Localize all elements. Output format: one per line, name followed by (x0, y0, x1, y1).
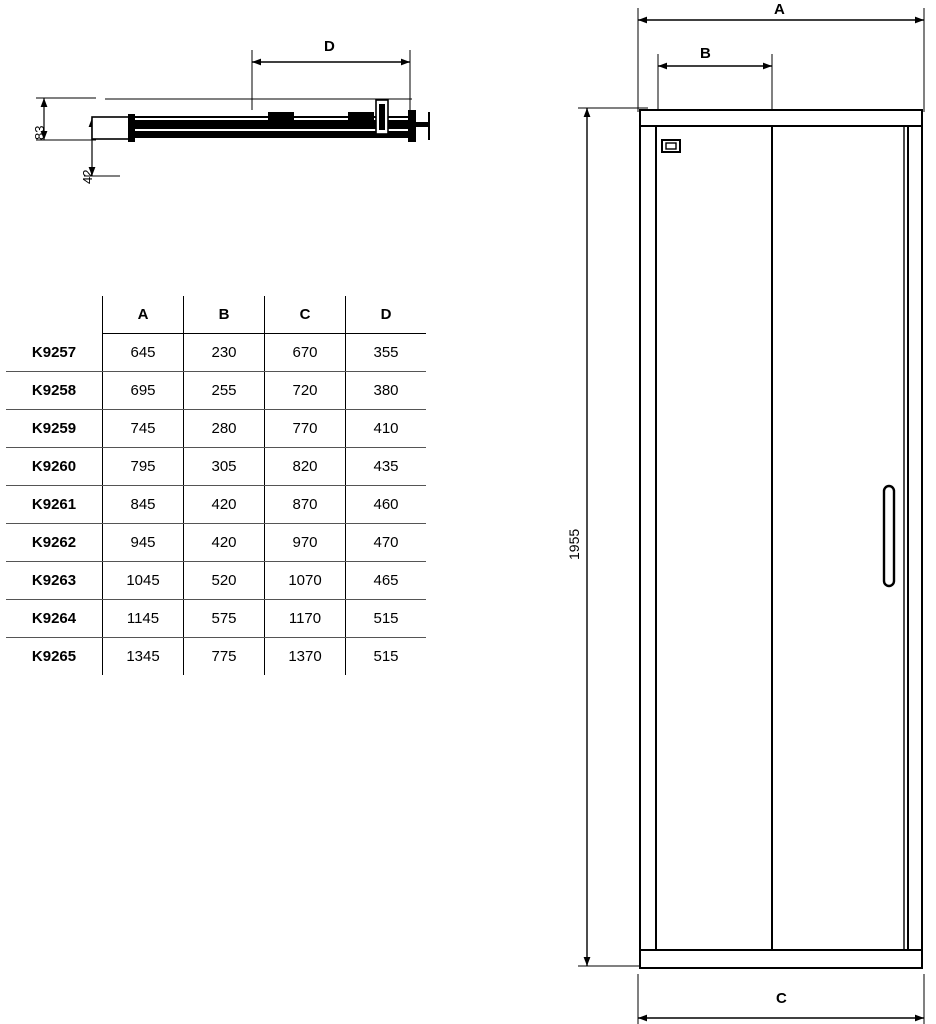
label-dim-42: 42 (80, 169, 95, 184)
table-row (6, 524, 426, 562)
table-header-row (6, 296, 426, 334)
row-value-d: 380 (346, 372, 427, 410)
table-row (6, 448, 426, 486)
row-value-d: 465 (346, 562, 427, 600)
row-value-d: 410 (346, 410, 427, 448)
table-header-a: A (103, 296, 184, 334)
front-view-dim-height (578, 108, 648, 966)
top-view-profile (92, 99, 430, 142)
row-value-b: 575 (184, 600, 265, 638)
table-row (6, 600, 426, 638)
row-value-a: 1345 (103, 638, 184, 676)
row-value-d: 355 (346, 334, 427, 372)
dimensions-table (6, 296, 426, 675)
row-value-a: 1045 (103, 562, 184, 600)
row-value-d: 515 (346, 638, 427, 676)
row-value-c: 720 (265, 372, 346, 410)
row-value-c: 770 (265, 410, 346, 448)
row-value-c: 1170 (265, 600, 346, 638)
row-code: K9258 (6, 372, 103, 410)
row-value-a: 745 (103, 410, 184, 448)
row-value-c: 1370 (265, 638, 346, 676)
row-value-d: 435 (346, 448, 427, 486)
row-value-c: 1070 (265, 562, 346, 600)
label-dim-a: A (774, 1, 785, 18)
table-row (6, 372, 426, 410)
label-dim-c: C (776, 990, 787, 1007)
table-header-b: B (184, 296, 265, 334)
row-value-b: 230 (184, 334, 265, 372)
row-value-b: 255 (184, 372, 265, 410)
row-code: K9262 (6, 524, 103, 562)
label-dim-height: 1955 (566, 528, 582, 560)
row-value-a: 695 (103, 372, 184, 410)
row-code: K9261 (6, 486, 103, 524)
row-value-c: 820 (265, 448, 346, 486)
row-value-a: 645 (103, 334, 184, 372)
table-header-c: C (265, 296, 346, 334)
row-value-d: 515 (346, 600, 427, 638)
row-code: K9257 (6, 334, 103, 372)
table-header-d: D (346, 296, 427, 334)
table-row (6, 638, 426, 676)
row-value-b: 775 (184, 638, 265, 676)
row-code: K9264 (6, 600, 103, 638)
table-row (6, 486, 426, 524)
front-view-dim-a (638, 8, 924, 112)
row-value-c: 870 (265, 486, 346, 524)
table-row (6, 334, 426, 372)
table-row (6, 410, 426, 448)
row-value-a: 945 (103, 524, 184, 562)
row-value-c: 670 (265, 334, 346, 372)
row-value-a: 845 (103, 486, 184, 524)
front-view-door (640, 110, 922, 968)
row-value-d: 460 (346, 486, 427, 524)
row-code: K9263 (6, 562, 103, 600)
table-corner-cell (6, 296, 103, 334)
row-value-b: 520 (184, 562, 265, 600)
label-dim-b: B (700, 45, 711, 62)
row-value-c: 970 (265, 524, 346, 562)
table-body (6, 334, 426, 676)
label-dim-83: 83 (32, 125, 47, 140)
row-code: K9265 (31, 648, 77, 665)
row-value-b: 305 (184, 448, 265, 486)
row-value-b: 420 (184, 524, 265, 562)
row-value-a: 1145 (103, 600, 184, 638)
row-code: K9259 (6, 410, 103, 448)
row-value-b: 420 (184, 486, 265, 524)
table-row (6, 562, 426, 600)
row-value-b: 280 (184, 410, 265, 448)
row-value-a: 795 (103, 448, 184, 486)
label-dim-d: D (324, 38, 335, 55)
row-value-d: 470 (346, 524, 427, 562)
row-code: K9260 (6, 448, 103, 486)
